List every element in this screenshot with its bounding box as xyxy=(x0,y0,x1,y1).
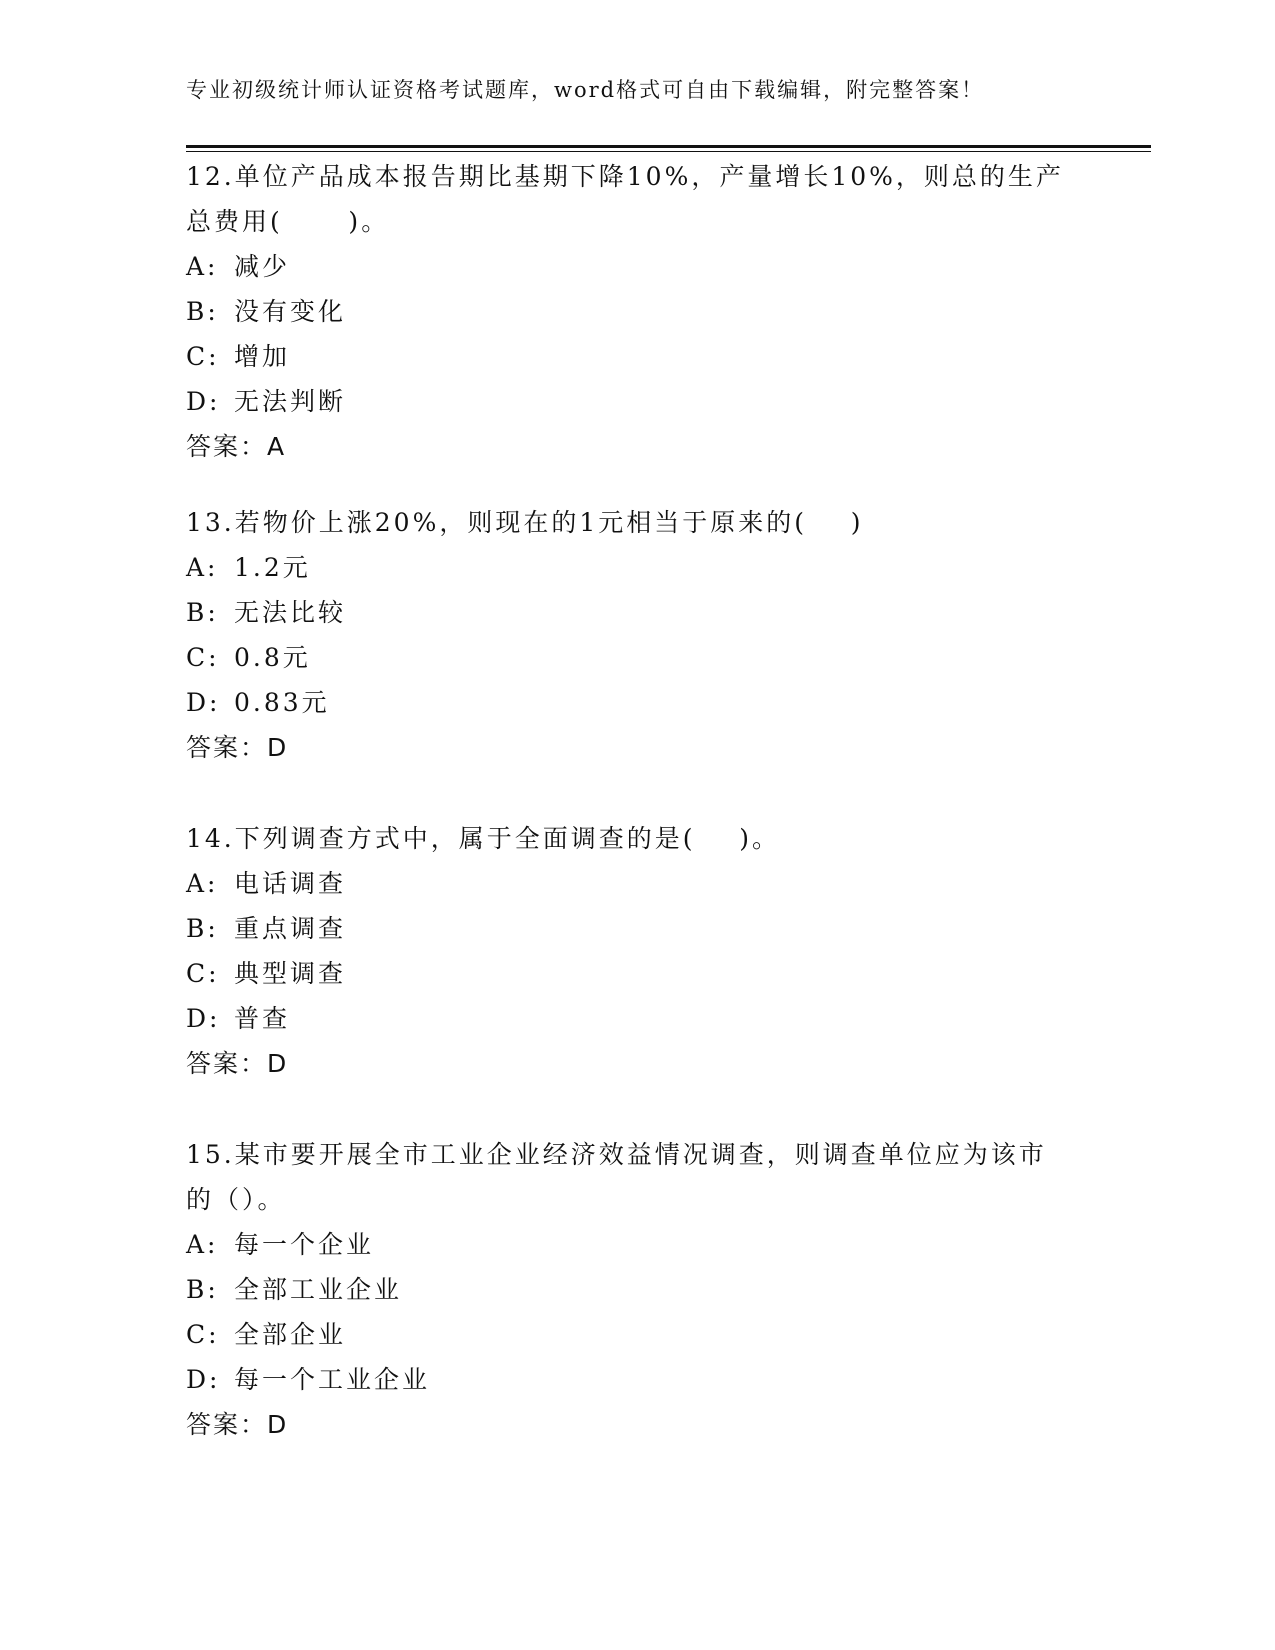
answer: 答案：D xyxy=(186,1049,289,1078)
option-text: 普查 xyxy=(234,1004,291,1033)
option-letter: B: xyxy=(186,297,219,326)
question-stem-line: 13.若物价上涨20%，则现在的1元相当于原来的( ) xyxy=(186,508,864,537)
option-c xyxy=(186,635,1086,680)
option-list xyxy=(186,861,1086,1041)
option-b xyxy=(186,289,1086,334)
option-c xyxy=(186,951,1086,996)
option-letter: D: xyxy=(186,1365,221,1394)
option-letter: C: xyxy=(186,959,220,988)
option-b xyxy=(186,1267,1086,1312)
option-text: 0.8元 xyxy=(234,643,311,672)
option-text: 重点调查 xyxy=(234,914,347,943)
question-stem-line: 总费用( )。 xyxy=(186,207,390,236)
option-text: 全部企业 xyxy=(234,1320,347,1349)
header-rule-thick xyxy=(186,145,1151,148)
option-b xyxy=(186,590,1086,635)
option-list xyxy=(186,244,1086,424)
option-letter: B: xyxy=(186,1275,219,1304)
page-header: 专业初级统计师认证资格考试题库，word格式可自由下载编辑，附完整答案！ xyxy=(186,78,985,102)
option-list xyxy=(186,1222,1086,1402)
question-15 xyxy=(186,1132,1086,1447)
answer: 答案：A xyxy=(186,432,287,461)
option-c xyxy=(186,1312,1086,1357)
option-list xyxy=(186,545,1086,725)
option-a xyxy=(186,1222,1086,1267)
option-text: 典型调查 xyxy=(234,959,347,988)
question-12 xyxy=(186,154,1086,469)
option-d xyxy=(186,996,1086,1041)
option-a xyxy=(186,244,1086,289)
option-text: 每一个工业企业 xyxy=(234,1365,431,1394)
option-letter: A: xyxy=(186,252,219,281)
option-c xyxy=(186,334,1086,379)
option-letter: D: xyxy=(186,1004,221,1033)
option-text: 每一个企业 xyxy=(234,1230,375,1259)
option-a xyxy=(186,861,1086,906)
question-stem-line: 12.单位产品成本报告期比基期下降10%，产量增长10%，则总的生产 xyxy=(186,162,1064,191)
option-text: 无法判断 xyxy=(234,387,347,416)
option-text: 电话调查 xyxy=(234,869,347,898)
option-text: 1.2元 xyxy=(234,553,311,582)
option-d xyxy=(186,379,1086,424)
option-letter: C: xyxy=(186,643,220,672)
option-letter: A: xyxy=(186,1230,219,1259)
option-letter: C: xyxy=(186,1320,220,1349)
answer: 答案：D xyxy=(186,1410,289,1439)
option-text: 没有变化 xyxy=(234,297,347,326)
question-stem-line: 14.下列调查方式中，属于全面调查的是( )。 xyxy=(186,824,781,853)
option-letter: C: xyxy=(186,342,220,371)
option-letter: B: xyxy=(186,914,219,943)
question-13 xyxy=(186,500,1086,770)
option-d xyxy=(186,1357,1086,1402)
option-text: 全部工业企业 xyxy=(234,1275,403,1304)
question-14 xyxy=(186,816,1086,1086)
question-stem-line: 15.某市要开展全市工业企业经济效益情况调查，则调查单位应为该市 xyxy=(186,1140,1047,1169)
option-letter: A: xyxy=(186,553,219,582)
option-b xyxy=(186,906,1086,951)
option-text: 增加 xyxy=(234,342,291,371)
question-stem-line: 的（）。 xyxy=(186,1185,286,1214)
option-text: 减少 xyxy=(234,252,291,281)
option-text: 0.83元 xyxy=(234,688,330,717)
header-rule-thin xyxy=(186,151,1151,152)
answer: 答案：D xyxy=(186,733,289,762)
option-a xyxy=(186,545,1086,590)
option-text: 无法比较 xyxy=(234,598,347,627)
option-letter: D: xyxy=(186,387,221,416)
option-letter: D: xyxy=(186,688,221,717)
option-d xyxy=(186,680,1086,725)
option-letter: B: xyxy=(186,598,219,627)
option-letter: A: xyxy=(186,869,219,898)
